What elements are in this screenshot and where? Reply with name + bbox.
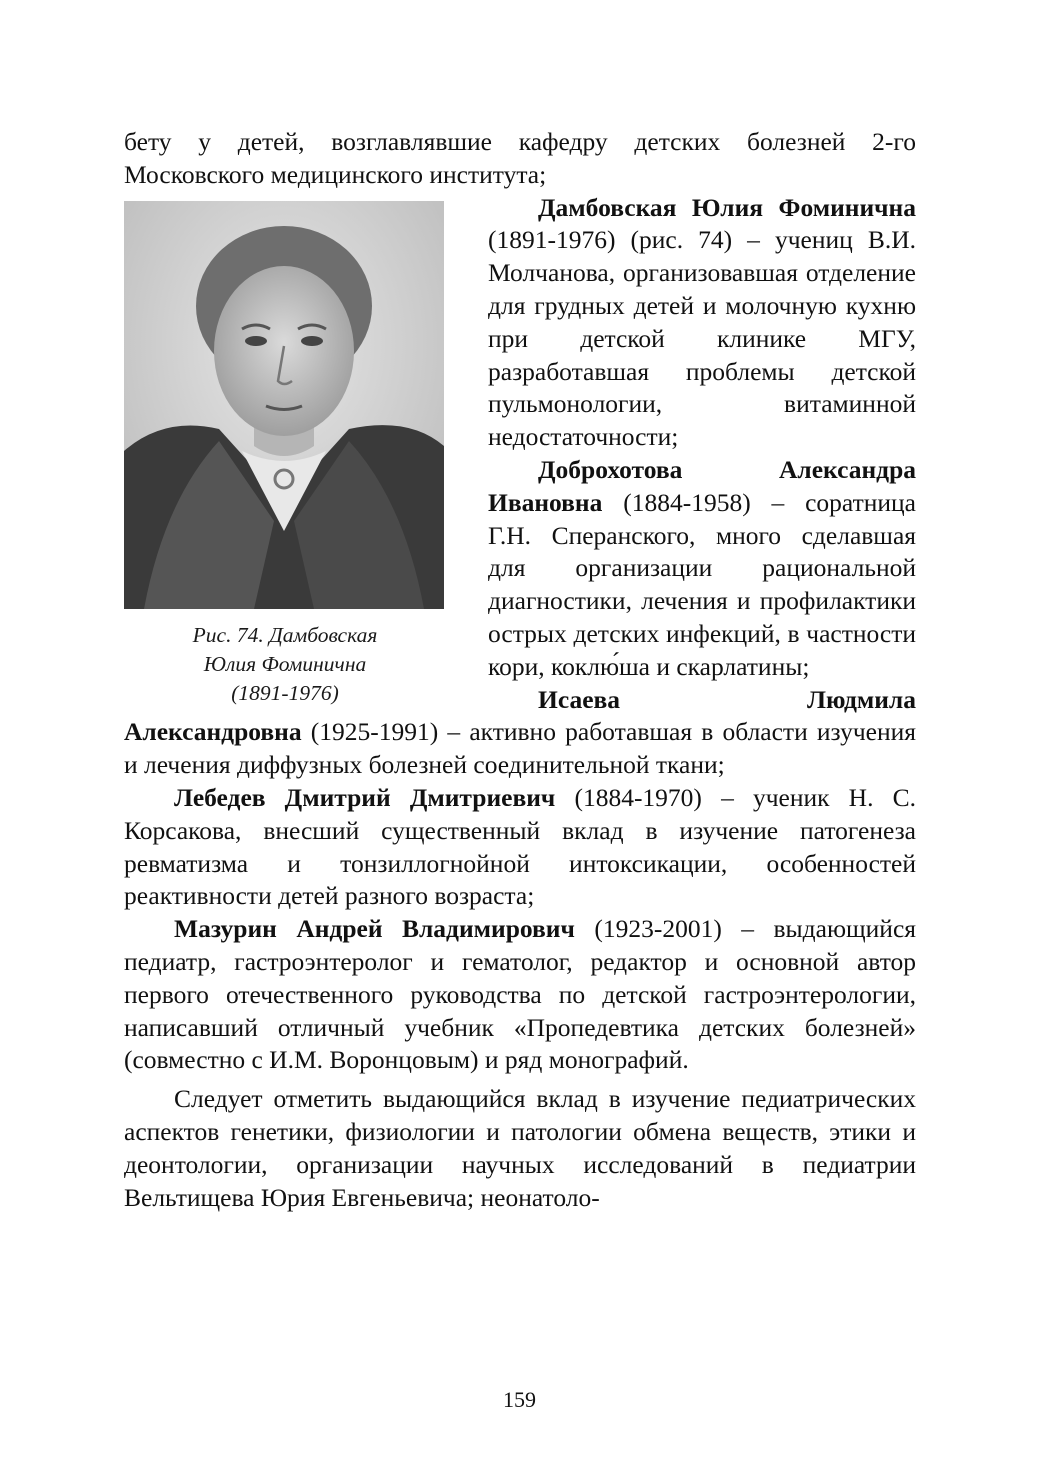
paragraph-closing: Следует отметить выдающийся вклад в изучение педиатрических аспектов генетики, физиологии и патологии обмена веществ, этики и деонтологии, организации научных исследований в педиатрии Вельтищева Юрия Евгеньевича; неонатоло-: [124, 1084, 916, 1212]
caption-line-3: (1891-1976): [231, 680, 339, 705]
paragraph-mazurin: [124, 913, 916, 1077]
figure-caption: [124, 621, 446, 708]
person-name: Лебедев Дмитрий Дмитриевич: [174, 782, 556, 812]
portrait-photo: [124, 201, 444, 609]
paragraph-text: (1923-2001) – выдающийся педиатр, гастроэнтеролог и гематолог, редактор и основной автор первого отечественного руководства по детской гастроэнтерологии, написавший отличный учебник «Пропедевтика детских болезней» (совместно с И.М. Воронцовым) и ряд монографий.: [124, 914, 917, 1075]
page-content: [124, 126, 916, 1214]
page-number: 159: [503, 1387, 536, 1412]
person-name: Дамбовская Юлия Фоминична: [538, 192, 916, 222]
caption-line-2: Юлия Фоминична: [203, 651, 367, 676]
person-name: Исаева Людмила Александровна: [124, 684, 916, 747]
paragraph-text: (1925-1991) – активно работавшая в области изучения и лечения диффузных болезней соединительной ткани;: [124, 717, 916, 780]
figure-74: [124, 201, 446, 708]
caption-line-1: Рис. 74. Дамбовская: [192, 622, 378, 647]
paragraph-lebedev: [124, 782, 916, 913]
person-name: Мазурин Андрей Владимирович: [174, 914, 575, 944]
paragraph-text: (1884-1958) – соратница Г.Н. Сперанского, много сделавшая для организации рациональной диагностики, лечения и профилактики острых детских инфекций, в частности кори, коклю́ша и скарлатины;: [488, 487, 916, 681]
paragraph-text: (1884-1970) – ученик Н. С. Корсакова, внесший существенный вклад в изучение патогенеза ревматизма и тонзиллогнойной интоксикации, особенностей реактивности детей разного возраста;: [124, 782, 916, 911]
paragraph-continuation: бету у детей, возглавлявшие кафедру детских болезней 2-го Московского медицинского института;: [124, 127, 916, 189]
person-name: Доброхотова Александра Ивановна: [488, 454, 916, 517]
paragraph-text: (1891-1976) (рис. 74) – учениц В.И. Молчанова, организовавшая отделение для грудных детей и молочную кухню при детской клинике МГУ, разработавшая проблемы детской пульмонологии, витаминной недостаточности;: [488, 225, 916, 452]
